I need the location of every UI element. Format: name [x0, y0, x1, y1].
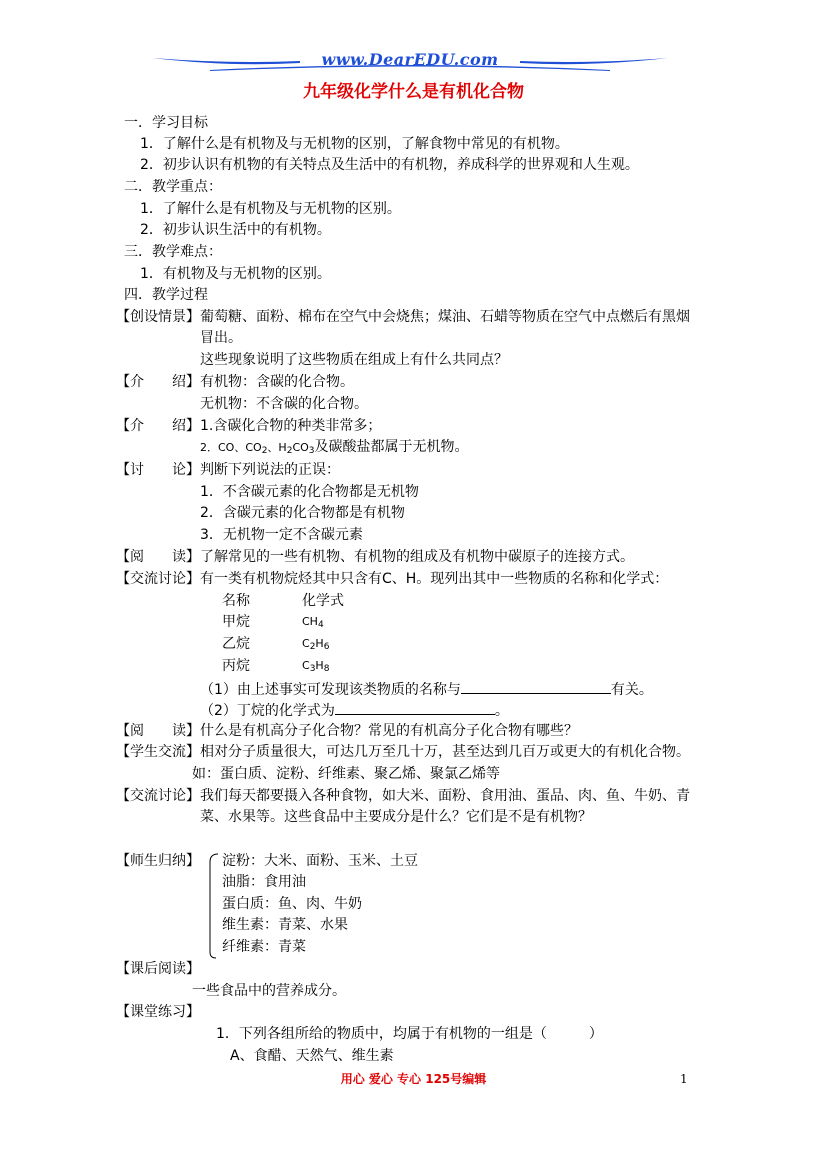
read2-line: 什么是有机高分子化合物？常见的有机高分子化合物有哪些？ — [200, 723, 578, 739]
summary-item: 维生素：青菜、水果 — [222, 917, 348, 933]
page-footer: 用心 爱心 专心 125号编辑 — [340, 1072, 487, 1086]
tag-student: 【学生交流】 — [116, 744, 200, 760]
practice-option-a: A、食醋、天然气、维生素 — [230, 1048, 394, 1064]
page-number: 1 — [680, 1072, 688, 1086]
tag-after-reading: 【课后阅读】 — [116, 961, 200, 977]
section-2-item-2: 2．初步认识生活中的有机物。 — [140, 222, 331, 238]
student-line-2: 如：蛋白质、淀粉、纤维素、聚乙烯、聚氯乙烯等 — [192, 766, 500, 782]
table-row-formula: $CH_4$ — [302, 615, 324, 630]
exchange2-line-1: 我们每天都要摄入各种食物，如大米、面粉、食用油、蛋品、肉、鱼、牛奶、青 — [200, 788, 690, 804]
summary-item: 油脂：食用油 — [222, 874, 306, 890]
section-2-item-1: 1．了解什么是有机物及与无机物的区别。 — [140, 201, 401, 217]
page-title: 九年级化学什么是有机化合物 — [303, 82, 524, 102]
tag-summary: 【师生归纳】 — [116, 853, 200, 869]
tag-exchange-1: 【交流讨论】 — [116, 571, 200, 587]
student-line-1: 相对分子质量很大，可达几万至几十万，甚至达到几百万或更大的有机化合物。 — [200, 744, 690, 760]
create-line-2: 冒出。 — [200, 330, 242, 346]
tag-discuss: 【讨 论】 — [116, 462, 200, 478]
summary-item: 纤维素：青菜 — [222, 939, 306, 955]
table-row-formula: $C_3H_8$ — [302, 659, 330, 674]
question-2: （2）丁烷的化学式为 。 — [200, 699, 509, 721]
section-1-title: 一．学习目标 — [124, 115, 208, 131]
intro1-line-2: 无机物：不含碳的化合物。 — [200, 396, 368, 412]
create-line-1: 葡萄糖、面粉、棉布在空气中会烧焦；煤油、石蜡等物质在空气中点燃后有黑烟 — [200, 309, 690, 325]
intro1-line-1: 有机物：含碳的化合物。 — [200, 374, 354, 390]
header-banner — [150, 48, 670, 78]
tag-create: 【创设情景】 — [116, 309, 200, 325]
table-row-name: 甲烷 — [222, 614, 250, 630]
discuss-item-2: 2．含碳元素的化合物都是有机物 — [200, 505, 405, 521]
answer-blank-1[interactable] — [461, 678, 611, 694]
discuss-item-1: 1．不含碳元素的化合物都是无机物 — [200, 484, 419, 500]
practice-question-1: 1．下列各组所给的物质中，均属于有机物的一组是（ ） — [216, 1026, 603, 1042]
discuss-item-3: 3．无机物一定不含碳元素 — [200, 527, 363, 543]
table-row-formula: $C_2H_6$ — [302, 637, 330, 652]
intro2-line-2: 2．CO、$CO_2$、$H_2CO_3$及碳酸盐都属于无机物。 — [200, 439, 469, 456]
create-line-3: 这些现象说明了这些物质在组成上有什么共同点？ — [200, 352, 508, 368]
table-row-name: 丙烷 — [222, 658, 250, 674]
tag-read-2: 【阅 读】 — [116, 723, 200, 739]
banner-text: www.DearEDU.com — [321, 50, 499, 69]
table-header-formula: 化学式 — [302, 593, 344, 609]
table-header-name: 名称 — [222, 593, 250, 609]
intro2-line-1: 1.含碳化合物的种类非常多； — [200, 418, 382, 434]
section-3-title: 三．教学难点： — [124, 244, 222, 260]
tag-intro-2: 【介 绍】 — [116, 418, 200, 434]
table-row-name: 乙烷 — [222, 636, 250, 652]
summary-item: 淀粉：大米、面粉、玉米、土豆 — [222, 853, 418, 869]
after-reading-line: 一些食品中的营养成分。 — [192, 983, 346, 999]
section-4-title: 四．教学过程 — [124, 287, 208, 303]
tag-read-1: 【阅 读】 — [116, 549, 200, 565]
section-2-title: 二．教学重点： — [124, 179, 222, 195]
section-3-item-1: 1．有机物及与无机物的区别。 — [140, 266, 331, 282]
exchange2-line-2: 菜、水果等。这些食品中主要成分是什么？它们是不是有机物？ — [200, 809, 592, 825]
discuss-line-1: 判断下列说法的正误： — [200, 462, 340, 478]
tag-intro-1: 【介 绍】 — [116, 374, 200, 390]
answer-blank-2[interactable] — [335, 699, 495, 715]
brace-icon — [202, 852, 222, 960]
tag-practice: 【课堂练习】 — [116, 1004, 200, 1020]
section-1-item-2: 2．初步认识有机物的有关特点及生活中的有机物，养成科学的世界观和人生观。 — [140, 157, 639, 173]
exchange1-line: 有一类有机物烷烃其中只含有C、H。现列出其中一些物质的名称和化学式： — [200, 571, 669, 587]
tag-exchange-2: 【交流讨论】 — [116, 788, 200, 804]
read1-line: 了解常见的一些有机物、有机物的组成及有机物中碳原子的连接方式。 — [200, 549, 634, 565]
summary-item: 蛋白质：鱼、肉、牛奶 — [222, 896, 362, 912]
question-1: （1）由上述事实可发现该类物质的名称与 有关。 — [200, 678, 653, 700]
section-1-item-1: 1．了解什么是有机物及与无机物的区别，了解食物中常见的有机物。 — [140, 136, 569, 152]
